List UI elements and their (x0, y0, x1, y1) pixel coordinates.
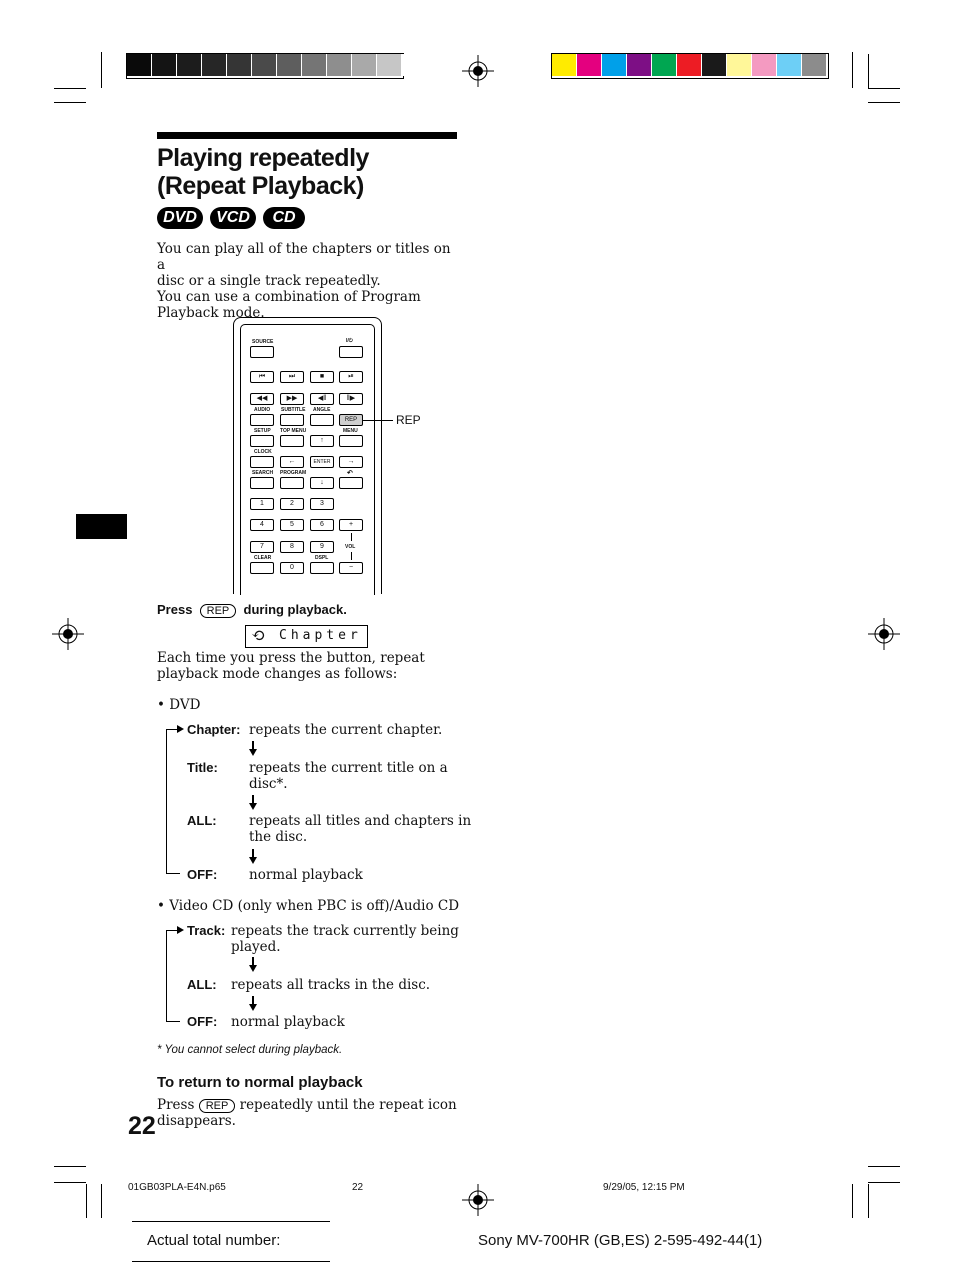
crop-mark (101, 1184, 102, 1218)
section-tab (76, 514, 127, 539)
color-swatch (602, 54, 626, 76)
vcd-heading: • Video CD (only when PBC is off)/Audio CD (157, 898, 460, 914)
press-instruction (157, 602, 347, 618)
color-swatch (402, 54, 426, 76)
press-after: during playback. (243, 602, 347, 617)
intro-line: Playback mode. (157, 305, 265, 321)
title-line-1: Playing repeatedly (157, 144, 369, 172)
subtitle-button[interactable] (280, 414, 304, 426)
digit-0-button[interactable]: 0 (280, 562, 304, 574)
rep-callout-label: REP (396, 413, 421, 427)
registration-mark-icon (52, 618, 84, 650)
clear-label: CLEAR (254, 555, 272, 561)
down-arrow-icon (249, 857, 257, 864)
digit-5-button[interactable]: 5 (280, 519, 304, 531)
clear-button[interactable] (250, 562, 274, 574)
color-swatch (202, 54, 226, 76)
dspl-label: DSPL (315, 555, 329, 561)
digit-3-button[interactable]: 3 (310, 498, 334, 510)
digit-4-button[interactable]: 4 (250, 519, 274, 531)
vol-up-button[interactable]: + (339, 519, 363, 531)
footer-file: 01GB03PLA-E4N.p65 (128, 1182, 226, 1193)
return-line: disappears. (157, 1113, 236, 1129)
color-swatch (277, 54, 301, 76)
down-button[interactable]: ↓ (310, 477, 334, 489)
source-button[interactable] (250, 346, 274, 358)
clock-button[interactable] (250, 456, 274, 468)
color-swatch (127, 54, 151, 76)
rep-key-badge: REP (199, 1099, 236, 1113)
each-time-line: playback mode changes as follows: (157, 666, 398, 682)
dvd-loop-bracket (166, 729, 167, 873)
crop-mark (54, 88, 86, 89)
dvd-heading: • DVD (157, 697, 201, 713)
crop-mark (868, 1182, 900, 1183)
loop-arrow-icon (177, 926, 184, 934)
display-readout (245, 625, 368, 648)
color-swatch (752, 54, 776, 76)
vcd-all-term: ALL: (187, 977, 217, 992)
fast-forward-button[interactable]: ▶▶ (280, 393, 304, 405)
menu-button[interactable] (339, 435, 363, 447)
color-swatch (227, 54, 251, 76)
return-after: repeatedly until the repeat icon (239, 1097, 457, 1113)
angle-button[interactable] (310, 414, 334, 426)
down-arrow-icon (249, 749, 257, 756)
power-button[interactable] (339, 346, 363, 358)
registration-mark-icon (462, 1184, 494, 1216)
step-forward-button[interactable]: ‖▶ (339, 393, 363, 405)
digit-8-button[interactable]: 8 (280, 541, 304, 553)
vol-divider (351, 533, 352, 541)
crop-mark (101, 52, 102, 88)
vol-down-button[interactable]: − (339, 562, 363, 574)
crop-mark (852, 52, 853, 88)
vcd-off-term: OFF: (187, 1014, 218, 1029)
dvd-title-term: Title: (187, 760, 218, 775)
clock-label: CLOCK (254, 449, 272, 455)
display-text: Chapter (279, 628, 362, 643)
dspl-button[interactable] (310, 562, 334, 574)
intro-line: You can play all of the chapters or titles on a (157, 241, 451, 273)
registration-mark-icon (868, 618, 900, 650)
intro-text (157, 241, 457, 321)
color-swatch (302, 54, 326, 76)
menu-label: MENU (343, 428, 358, 434)
footer-date: 9/29/05, 12:15 PM (603, 1182, 685, 1193)
power-label: I/⏻ (346, 338, 353, 344)
enter-button[interactable]: ENTER (310, 456, 334, 468)
footnote: * You cannot select during playback. (157, 1044, 343, 1056)
dvd-title-desc (249, 760, 448, 792)
dvd-off-desc: normal playback (249, 867, 363, 883)
audio-label: AUDIO (254, 407, 271, 413)
return-button[interactable] (339, 477, 363, 489)
footer-model: Sony MV-700HR (GB,ES) 2-595-492-44(1) (478, 1232, 763, 1249)
vcd-badge: VCD (210, 207, 256, 229)
color-swatch (652, 54, 676, 76)
program-label: PROGRAM (280, 470, 307, 476)
crop-mark (868, 54, 869, 88)
down-arrow-icon (249, 1004, 257, 1011)
up-button[interactable]: ↑ (310, 435, 334, 447)
desc-line: disc*. (249, 776, 288, 792)
dvd-chapter-desc: repeats the current chapter. (249, 722, 443, 738)
vcd-loop-bracket (166, 930, 167, 1021)
color-swatch (327, 54, 351, 76)
digit-1-button[interactable]: 1 (250, 498, 274, 510)
subtitle-label: SUBTITLE (281, 407, 306, 413)
down-arrow-icon (249, 965, 257, 972)
rep-button[interactable]: REP (339, 414, 363, 426)
left-button[interactable]: ← (280, 456, 304, 468)
vol-divider (351, 552, 352, 560)
desc-line: repeats the current title on a (249, 760, 448, 776)
setup-label: SETUP (254, 428, 271, 434)
color-swatch (802, 54, 826, 76)
desc-line: repeats all titles and chapters in (249, 813, 472, 829)
cd-badge: CD (263, 207, 305, 229)
vcd-loop-bracket (166, 1021, 180, 1022)
desc-line: played. (231, 939, 281, 955)
return-line (157, 1097, 457, 1113)
color-swatch (577, 54, 601, 76)
digit-7-button[interactable]: 7 (250, 541, 274, 553)
crop-mark (54, 1166, 86, 1167)
crop-mark (868, 102, 900, 103)
page-title (157, 144, 369, 200)
angle-label: ANGLE (313, 407, 331, 413)
dvd-off-term: OFF: (187, 867, 218, 882)
dvd-loop-bracket (166, 873, 180, 874)
intro-line: disc or a single track repeatedly. (157, 273, 381, 289)
vcd-all-desc: repeats all tracks in the disc. (231, 977, 431, 993)
setup-button[interactable] (250, 435, 274, 447)
loop-arrow-icon (177, 725, 184, 733)
down-arrow-icon (249, 803, 257, 810)
top-menu-label: TOP MENU (280, 428, 307, 434)
rewind-button[interactable]: ◀◀ (250, 393, 274, 405)
crop-mark (868, 88, 900, 89)
crop-mark (852, 1184, 853, 1218)
press-word: Press (157, 602, 193, 617)
footer-page: 22 (352, 1182, 364, 1193)
page-number: 22 (128, 1112, 156, 1140)
color-swatch (777, 54, 801, 76)
color-swatch (677, 54, 701, 76)
crop-mark (54, 1182, 86, 1183)
right-button[interactable]: → (339, 456, 363, 468)
color-swatch (152, 54, 176, 76)
digit-2-button[interactable]: 2 (280, 498, 304, 510)
color-swatch (727, 54, 751, 76)
dvd-badge: DVD (157, 207, 203, 229)
rep-key-badge: REP (200, 604, 237, 618)
audio-button[interactable] (250, 414, 274, 426)
registration-mark-icon (462, 55, 494, 87)
vol-label: VOL (345, 544, 356, 550)
play-pause-button[interactable]: ⏯ (339, 371, 363, 383)
step-back-button[interactable]: ◀‖ (310, 393, 334, 405)
return-icon: ↶ (347, 470, 353, 477)
footer-total: Actual total number: (147, 1232, 281, 1249)
title-line-2: (Repeat Playback) (157, 172, 364, 200)
each-time-text (157, 650, 425, 682)
return-heading: To return to normal playback (157, 1074, 363, 1091)
press-word: Press (157, 1097, 195, 1113)
digit-6-button[interactable]: 6 (310, 519, 334, 531)
vcd-track-desc (231, 923, 459, 955)
desc-line: repeats the track currently being (231, 923, 459, 939)
heading-rule (157, 132, 457, 139)
footer-rule (132, 1261, 330, 1262)
dvd-chapter-term: Chapter: (187, 722, 241, 737)
search-button[interactable] (250, 477, 274, 489)
rep-callout-line (363, 420, 393, 421)
digit-9-button[interactable]: 9 (310, 541, 334, 553)
color-swatch (252, 54, 276, 76)
program-button[interactable] (280, 477, 304, 489)
footer-rule (132, 1221, 330, 1222)
crop-mark (86, 1184, 87, 1218)
dvd-all-term: ALL: (187, 813, 217, 828)
color-swatch (702, 54, 726, 76)
color-swatch (552, 54, 576, 76)
vcd-off-desc: normal playback (231, 1014, 345, 1030)
prev-button[interactable]: ⏮ (250, 371, 274, 383)
desc-line: the disc. (249, 829, 308, 845)
source-label: SOURCE (252, 339, 274, 345)
color-swatch (627, 54, 651, 76)
top-menu-button[interactable] (280, 435, 304, 447)
vcd-track-term: Track: (187, 923, 226, 938)
dvd-all-desc (249, 813, 471, 845)
color-swatch (377, 54, 401, 76)
each-time-line: Each time you press the button, repeat (157, 650, 425, 666)
next-button[interactable]: ⏭ (280, 371, 304, 383)
stop-button[interactable]: ■ (310, 371, 334, 383)
return-text (157, 1097, 457, 1129)
search-label: SEARCH (252, 470, 274, 476)
crop-mark (54, 102, 86, 103)
repeat-icon: ⟲ (251, 626, 266, 646)
crop-mark (868, 1184, 869, 1218)
intro-line: You can use a combination of Program (157, 289, 421, 305)
color-swatch (352, 54, 376, 76)
color-swatch (177, 54, 201, 76)
crop-mark (868, 1166, 900, 1167)
